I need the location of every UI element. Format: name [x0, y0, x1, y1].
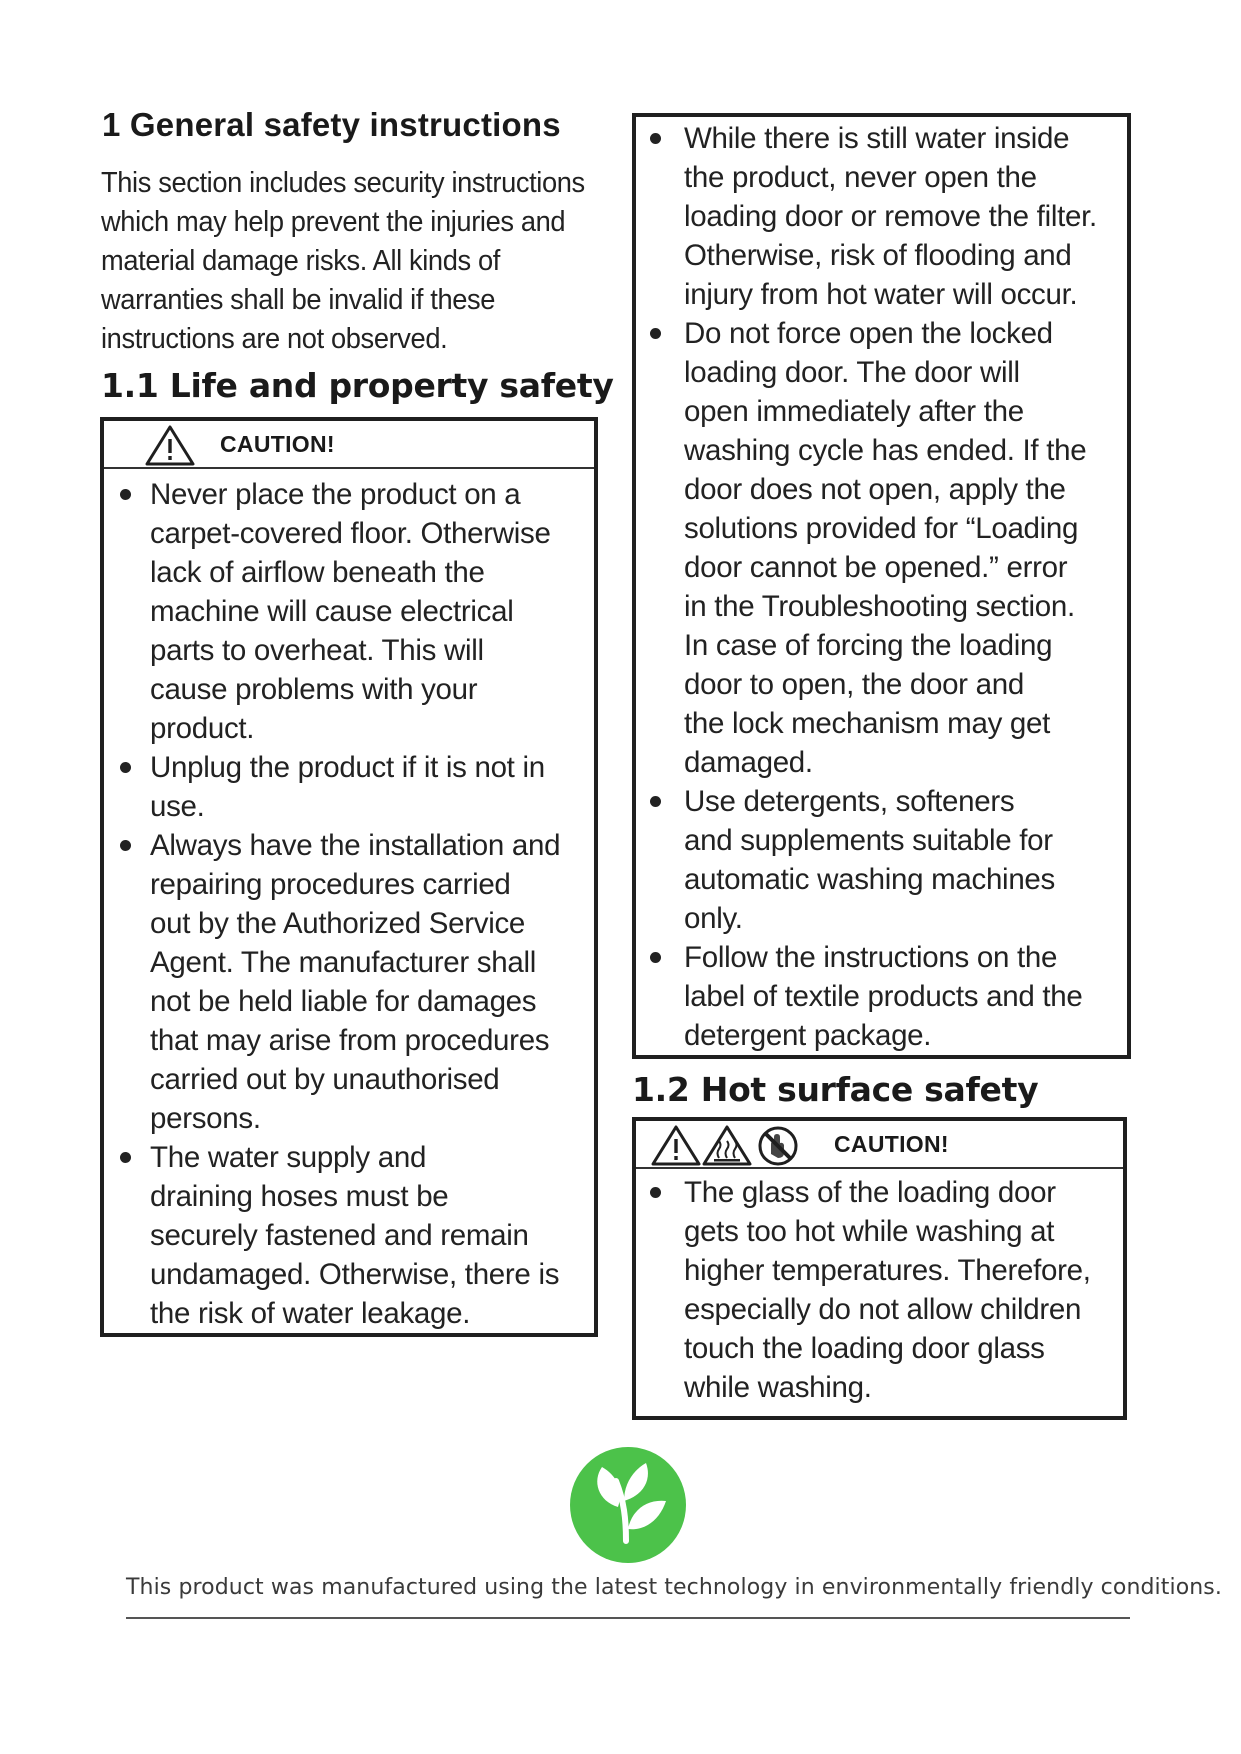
list-item: Use detergents, softeners and supplements suitable for automatic washing machines only. [636, 782, 1127, 938]
footer-divider [126, 1617, 1130, 1619]
caution-label: CAUTION! [834, 1131, 949, 1157]
caution-list [104, 469, 594, 1333]
section-title-hot-surface: 1.2 Hot surface safety [632, 1070, 1039, 1109]
hot-surface-icon [704, 1127, 750, 1164]
bullet-icon [650, 1187, 661, 1198]
list-item: Do not force open the locked loading door. The door will open immediately after the washing cycle has ended. If the door does not open, apply the solutions provided for “Loading door cannot be opened.” error in the Troubleshooting section. In case of forcing the loading door to open, the door and the lock mechanism may get damaged. [636, 314, 1127, 782]
list-item: The glass of the loading door gets too hot while washing at higher temperatures. Therefore, especially do not allow children touch the loading door glass while washing. [636, 1173, 1123, 1407]
bullet-icon [120, 762, 131, 773]
footer-note: This product was manufactured using the latest technology in environmentally friendly conditions. [126, 1575, 1222, 1600]
list-item: Unplug the product if it is not in use. [104, 748, 594, 826]
list-item: The water supply and draining hoses must be securely fastened and remain undamaged. Otherwise, there is the risk of water leakage. [104, 1138, 594, 1333]
bullet-icon [650, 796, 661, 807]
intro-paragraph: This section includes security instructions which may help prevent the injuries and material damage risks. All kinds of warranties shall be invalid if these instructions are not observed. [101, 167, 585, 355]
caution-box-continued [632, 113, 1131, 1059]
list-item: Follow the instructions on the label of textile products and the detergent package. [636, 938, 1127, 1055]
list-item: Never place the product on a carpet-covered floor. Otherwise lack of airflow beneath the machine will cause electrical parts to overheat. This will cause problems with your product. [104, 475, 594, 748]
warning-triangle-icon [144, 424, 196, 471]
list-item: Always have the installation and repairing procedures carried out by the Authorized Service Agent. The manufacturer shall not be held liable for damages that may arise from procedures carried out by unauthorised persons. [104, 826, 594, 1138]
caution-header [636, 1121, 1123, 1169]
caution-list-continued [636, 117, 1127, 1055]
warning-triangle-icon [653, 1127, 699, 1164]
section-title-life-property: 1.1 Life and property safety [101, 366, 614, 405]
caution-label: CAUTION! [220, 431, 335, 457]
bullet-icon [120, 840, 131, 851]
bullet-icon [120, 489, 131, 500]
caution-box-life-property [100, 417, 598, 1337]
bullet-icon [120, 1152, 131, 1163]
leaf-logo-icon [568, 1445, 688, 1565]
caution-header [104, 421, 594, 469]
bullet-icon [650, 328, 661, 339]
bullet-icon [650, 133, 661, 144]
no-touch-icon [760, 1128, 796, 1164]
caution-box-hot-surface [632, 1117, 1127, 1420]
bullet-icon [650, 952, 661, 963]
list-item: While there is still water inside the product, never open the loading door or remove the filter. Otherwise, risk of flooding and injury from hot water will occur. [636, 119, 1127, 314]
page-title: 1 General safety instructions [102, 106, 561, 143]
caution-icons [651, 1124, 811, 1171]
caution-list [636, 1169, 1123, 1407]
